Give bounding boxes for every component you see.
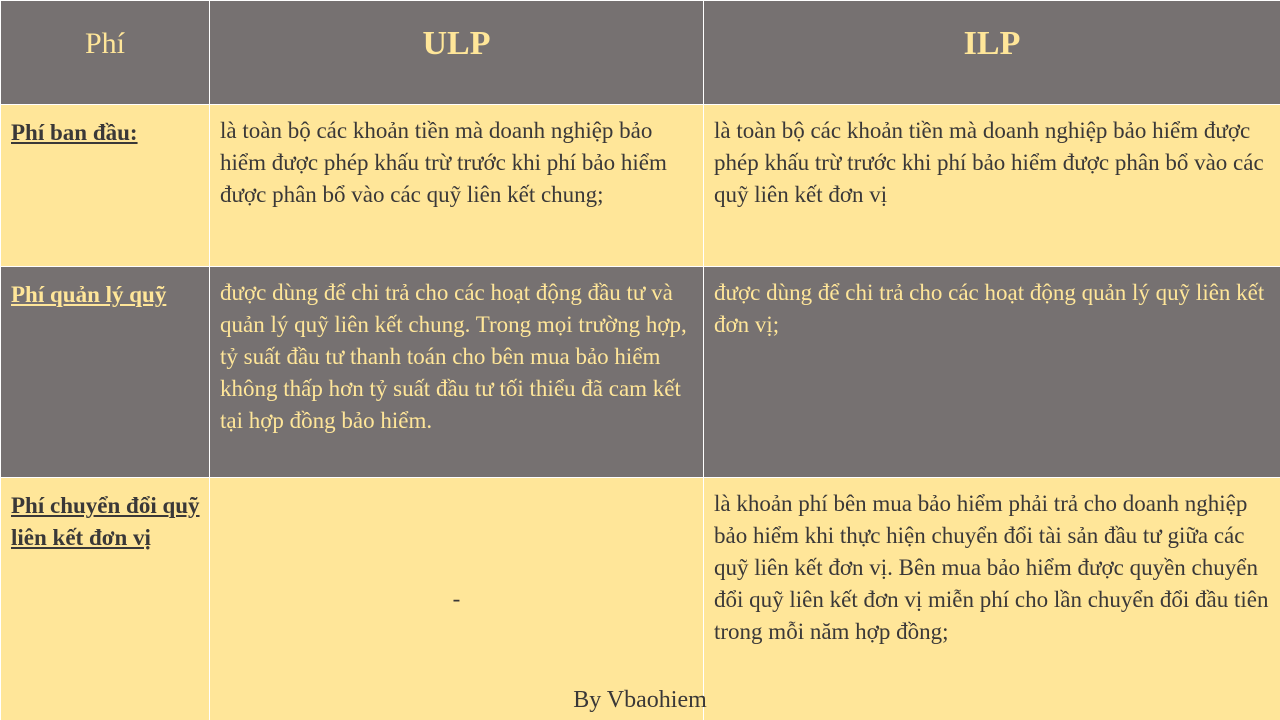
table-header-row <box>1 1 1280 105</box>
ilp-cell <box>704 105 1280 267</box>
row-label-cell <box>1 105 210 267</box>
row-label: Phí ban đầu: <box>11 120 138 145</box>
row-label: Phí quản lý quỹ <box>11 282 167 307</box>
ulp-cell <box>210 267 704 478</box>
ulp-text: là toàn bộ các khoản tiền mà doanh nghiệp bảo hiểm được phép khấu trừ trước khi phí bảo hiểm được phân bổ vào các quỹ liên kết chung; <box>220 118 667 207</box>
table-row-initial-fee <box>1 105 1280 267</box>
header-ulp: ULP <box>210 1 704 105</box>
header-ilp: ILP <box>704 1 1280 105</box>
ulp-cell: - <box>210 478 704 720</box>
table-row-fund-management-fee <box>1 267 1280 478</box>
row-label-cell <box>1 267 210 478</box>
ilp-text: là toàn bộ các khoản tiền mà doanh nghiệp bảo hiểm được phép khấu trừ trước khi phí bảo hiểm được phân bổ vào các quỹ liên kết đơn vị <box>714 118 1264 207</box>
ilp-cell <box>704 267 1280 478</box>
ilp-text: là khoản phí bên mua bảo hiểm phải trả cho doanh nghiệp bảo hiểm khi thực hiện chuyển đổi tài sản đầu tư giữa các quỹ liên kết đơn vị. Bên mua bảo hiểm được quyền chuyển đổi quỹ liên kết đơn vị miễn phí cho lần chuyển đổi đầu tiên trong mỗi năm hợp đồng; <box>714 491 1269 644</box>
row-label: Phí chuyển đổi quỹ liên kết đơn vị <box>11 493 200 550</box>
ulp-text: được dùng để chi trả cho các hoạt động đầu tư và quản lý quỹ liên kết chung. Trong mọi trường hợp, tỷ suất đầu tư thanh toán cho bên mua bảo hiểm không thấp hơn tỷ suất đầu tư tối thiểu đã cam kết tại hợp đồng bảo hiểm. <box>220 280 687 433</box>
ulp-cell <box>210 105 704 267</box>
footer-credit: By Vbaohiem <box>573 687 707 713</box>
ilp-text: được dùng để chi trả cho các hoạt động quản lý quỹ liên kết đơn vị; <box>714 280 1265 337</box>
header-fee: Phí <box>1 1 210 105</box>
